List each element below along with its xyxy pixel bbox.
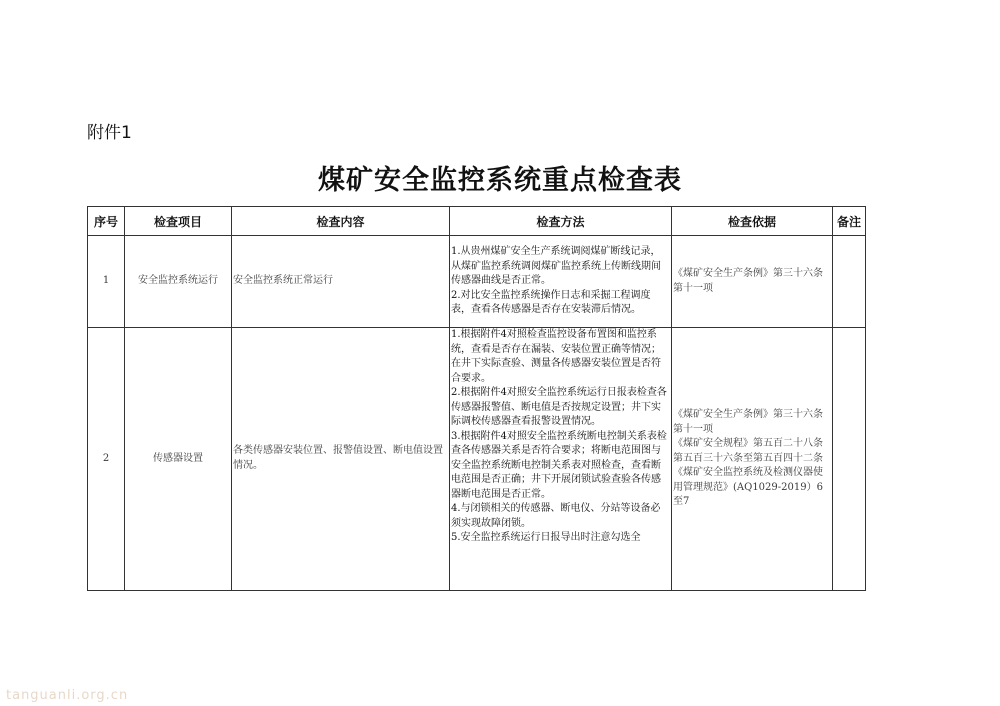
method-step: 1.从贵州煤矿安全生产系统调阅煤矿断线记录，从煤矿监控系统调阅煤矿监控系统上传断线期间传感器曲线是否正常。 [451, 246, 661, 287]
header-basis: 检查依据 [672, 207, 833, 236]
table-row [88, 236, 866, 328]
basis-entry: 《煤矿安全生产条例》第三十六条第十一项 [673, 267, 823, 294]
table-header-row [88, 207, 866, 236]
watermark-text: tanguanli.org.cn [6, 688, 129, 703]
method-step: 2.对比安全监控系统操作日志和采掘工程调度表，查看各传感器是否存在安装滞后情况。 [451, 289, 651, 316]
row-note [833, 328, 866, 591]
header-item: 检查项目 [125, 207, 232, 236]
row-basis [672, 328, 833, 591]
method-step: 1.根据附件4对照检查监控设备布置图和监控系统，查看是否存在漏装、安装位置正确等情况；在井下实际查验、测量各传感器安装位置是否符合要求。 [451, 329, 661, 384]
row-method [450, 328, 672, 591]
document-title: 煤矿安全监控系统重点检查表 [318, 165, 682, 196]
header-note: 备注 [833, 207, 866, 236]
row-note [833, 236, 866, 328]
inspection-table [87, 206, 866, 591]
attachment-label: 附件1 [87, 123, 132, 143]
row-index: 1 [88, 236, 125, 328]
header-content: 检查内容 [232, 207, 450, 236]
basis-entry: 《煤矿安全生产条例》第三十六条第十一项 [673, 408, 823, 435]
row-content: 各类传感器安装位置、报警值设置、断电值设置情况。 [232, 328, 450, 591]
header-method: 检查方法 [450, 207, 672, 236]
method-step: 4.与闭锁相关的传感器、断电仪、分站等设备必须实现故障闭锁。 [451, 503, 661, 529]
row-index: 2 [88, 328, 125, 591]
table-row [88, 328, 866, 591]
basis-entry: 《煤矿安全监控系统及检测仪器使用管理规范》(AQ1029-2019）6至7 [673, 467, 823, 508]
row-content: 安全监控系统正常运行 [232, 236, 450, 328]
row-method [450, 236, 672, 328]
header-index: 序号 [88, 207, 125, 236]
row-item: 传感器设置 [125, 328, 232, 591]
method-step: 2.根据附件4对照安全监控系统运行日报表检查各传感器报警值、断电值是否按规定设置；井下实际调校传感器查看报警设置情况。 [451, 387, 667, 427]
method-step: 5.安全监控系统运行日报导出时注意勾选全 [451, 532, 641, 543]
row-basis [672, 236, 833, 328]
row-item: 安全监控系统运行 [125, 236, 232, 328]
method-step: 3.根据附件4对照安全监控系统断电控制关系表检查各传感器关系是否符合要求；将断电范围图与安全监控系统断电控制关系表对照检查，查看断电范围是否正确；井下开展闭锁试验查验各传感器断电范围是否正常。 [451, 430, 667, 500]
basis-entry: 《煤矿安全规程》第五百二十八条 第五百三十六条至第五百四十二条 [673, 438, 823, 464]
